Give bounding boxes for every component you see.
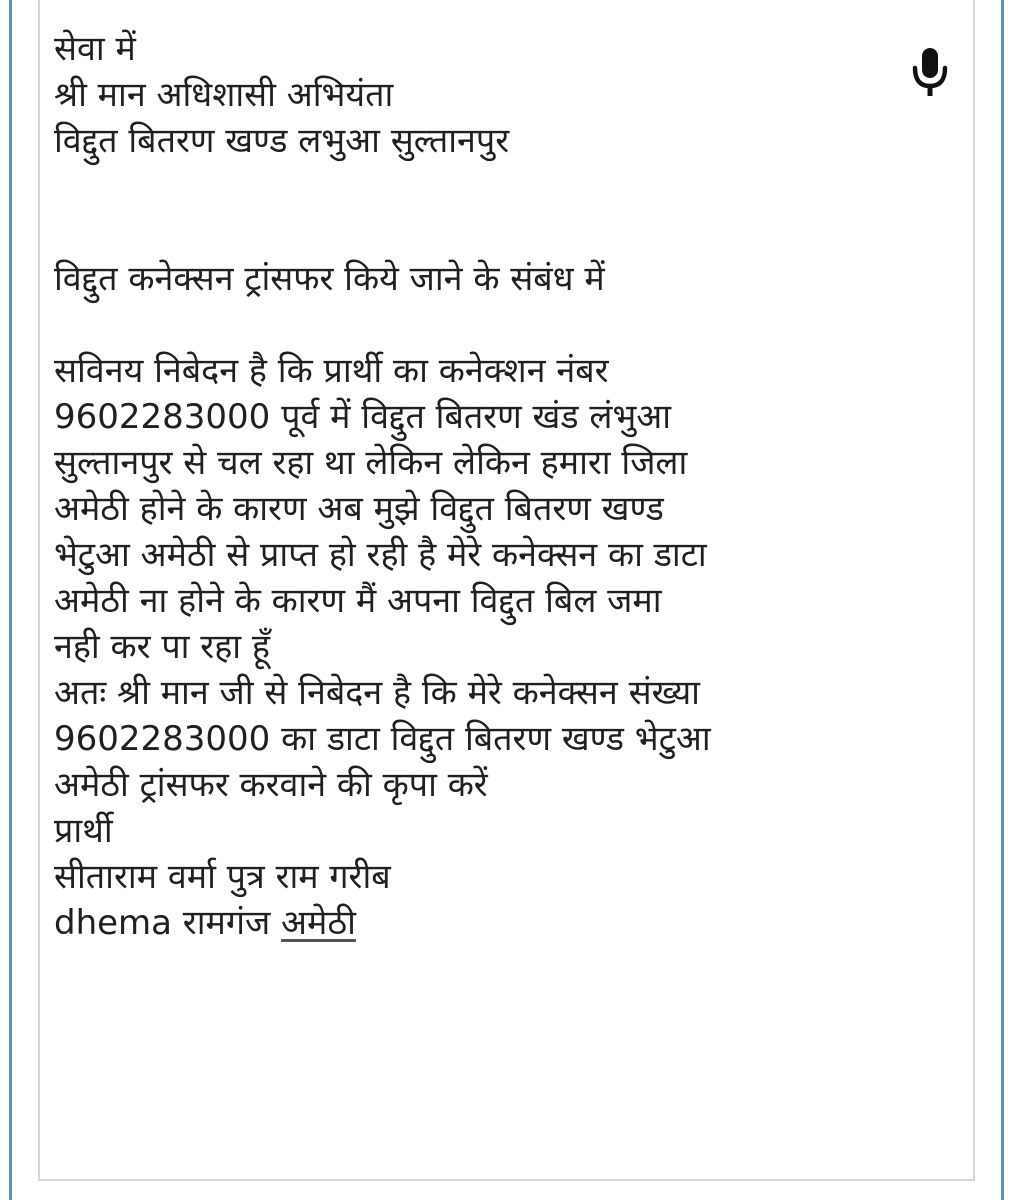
blank-line <box>54 164 914 210</box>
spellcheck-underlined-word[interactable]: अमेठी <box>281 903 356 943</box>
letter-address-line <box>54 900 914 946</box>
letter-line: प्रार्थी <box>54 811 113 851</box>
right-edge-accent <box>1001 0 1013 1200</box>
letter-line: अमेठी होने के कारण अब मुझे विद्दुत बितरण खण्ड <box>54 489 664 529</box>
left-edge-accent <box>0 0 12 1200</box>
letter-line: श्री मान अधिशासी अभियंता <box>54 75 394 115</box>
letter-body <box>54 26 914 946</box>
letter-line: अतः श्री मान जी से निबेदन है कि मेरे कनेक्सन संख्या <box>54 673 700 713</box>
blank-line <box>54 302 914 348</box>
letter-line: भेटुआ अमेठी से प्राप्त हो रही है मेरे कनेक्सन का डाटा <box>54 535 707 575</box>
letter-line: सीताराम वर्मा पुत्र राम गरीब <box>54 857 391 897</box>
letter-subject: विद्दुत कनेक्सन ट्रांसफर किये जाने के संबंध में <box>54 259 605 299</box>
letter-line: सुल्तानपुर से चल रहा था लेकिन लेकिन हमारा जिला <box>54 443 688 483</box>
letter-line: अमेठी ट्रांसफर करवाने की कृपा करें <box>54 765 488 805</box>
letter-line: सेवा में <box>54 29 136 69</box>
address-prefix: dhema रामगंज <box>54 903 282 943</box>
letter-line: 9602283000 का डाटा विद्दुत बितरण खण्ड भेटुआ <box>54 719 711 759</box>
microphone-icon <box>910 46 950 98</box>
letter-line: नही कर पा रहा हूँ <box>54 627 270 667</box>
letter-line: अमेठी ना होने के कारण मैं अपना विद्दुत बिल जमा <box>54 581 662 621</box>
letter-line: सविनय निबेदन है कि प्रार्थी का कनेक्शन नंबर <box>54 351 609 391</box>
letter-line: विद्दुत बितरण खण्ड लभुआ सुल्तानपुर <box>54 121 510 161</box>
blank-line <box>54 210 914 256</box>
letter-line: 9602283000 पूर्व में विद्दुत बितरण खंड लंभुआ <box>54 397 672 437</box>
